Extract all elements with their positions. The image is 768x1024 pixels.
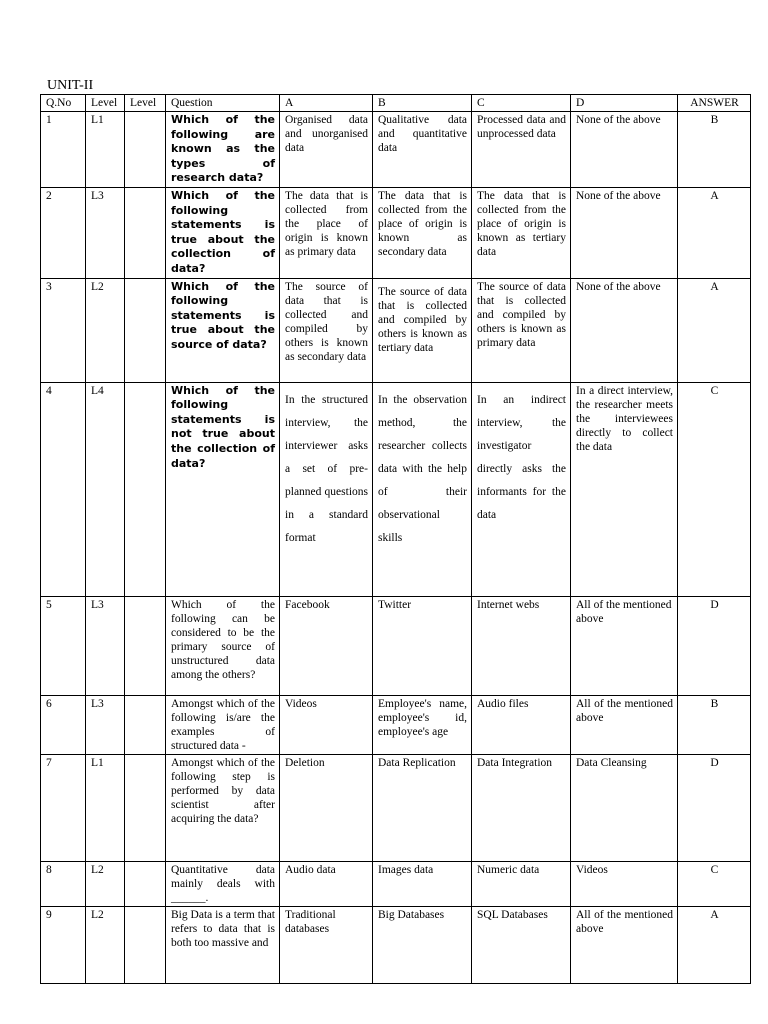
cell-question: Big Data is a term that refers to data that is both too massive and [166,906,280,983]
cell-question: Which of the following statements is true about the source of data? [166,278,280,382]
cell-option-d: All of the mentioned above [571,695,678,754]
cell-option-d: None of the above [571,187,678,278]
header-option-a: A [280,95,373,112]
cell-level: L1 [86,754,125,861]
cell-level: L2 [86,861,125,906]
cell-question: Which of the following can be considered to be the primary source of unstructured data among the others? [166,596,280,695]
cell-qno: 4 [41,382,86,596]
cell-question: Which of the following statements is true about the collection of data? [166,187,280,278]
cell-option-d: None of the above [571,278,678,382]
cell-option-c: SQL Databases [472,906,571,983]
cell-qno: 2 [41,187,86,278]
cell-option-c: Numeric data [472,861,571,906]
cell-option-b: Big Databases [373,906,472,983]
cell-option-d: All of the mentioned above [571,906,678,983]
cell-option-d: All of the mentioned above [571,596,678,695]
cell-option-b: Twitter [373,596,472,695]
cell-level: L4 [86,382,125,596]
cell-option-a: Facebook [280,596,373,695]
cell-level: L2 [86,278,125,382]
cell-answer: C [678,382,751,596]
cell-question: Quantitative data mainly deals with ______. [166,861,280,906]
table-row [41,278,751,382]
header-qno: Q.No [41,95,86,112]
cell-answer: D [678,596,751,695]
cell-level-2 [125,695,166,754]
cell-qno: 1 [41,112,86,188]
table-row [41,187,751,278]
cell-question: Which of the following are known as the types of research data? [166,112,280,188]
header-level: Level [86,95,125,112]
cell-qno: 8 [41,861,86,906]
cell-question: Amongst which of the following step is performed by data scientist after acquiring the data? [166,754,280,861]
cell-option-b: The data that is collected from the place of origin is known as secondary data [373,187,472,278]
cell-answer: D [678,754,751,861]
cell-option-b: Employee's name, employee's id, employee's age [373,695,472,754]
cell-option-a: The data that is collected from the place of origin is known as primary data [280,187,373,278]
cell-level: L2 [86,906,125,983]
cell-option-d: Data Cleansing [571,754,678,861]
header-option-c: C [472,95,571,112]
cell-question: Amongst which of the following is/are the examples of structured data - [166,695,280,754]
cell-answer: A [678,187,751,278]
questions-table [40,94,751,984]
cell-option-c: Audio files [472,695,571,754]
header-answer: ANSWER [678,95,751,112]
cell-answer: C [678,861,751,906]
cell-option-a: The source of data that is collected and compiled by others is known as secondary data [280,278,373,382]
cell-option-b: Qualitative data and quantitative data [373,112,472,188]
table-row [41,112,751,188]
cell-option-b: In the observation method, the researcher collects data with the help of their observational skills [373,382,472,596]
header-option-d: D [571,95,678,112]
table-header-row [41,95,751,112]
table-row [41,695,751,754]
cell-answer: B [678,695,751,754]
cell-option-a: Deletion [280,754,373,861]
cell-qno: 3 [41,278,86,382]
cell-option-c: In an indirect interview, the investigator directly asks the informants for the data [472,382,571,596]
header-option-b: B [373,95,472,112]
table-row [41,596,751,695]
header-level-2: Level [125,95,166,112]
cell-level-2 [125,278,166,382]
table-row [41,906,751,983]
cell-qno: 5 [41,596,86,695]
cell-option-a: Videos [280,695,373,754]
cell-option-c: The source of data that is collected and compiled by others is known as primary data [472,278,571,382]
cell-option-c: Internet webs [472,596,571,695]
cell-answer: B [678,112,751,188]
cell-level-2 [125,906,166,983]
table-row [41,861,751,906]
cell-question: Which of the following statements is not true about the collection of data? [166,382,280,596]
cell-option-d: None of the above [571,112,678,188]
cell-qno: 7 [41,754,86,861]
cell-answer: A [678,278,751,382]
cell-option-a: In the structured interview, the interviewer asks a set of pre-planned questions in a standard format [280,382,373,596]
cell-option-a: Traditional databases [280,906,373,983]
cell-option-b: Data Replication [373,754,472,861]
cell-level: L3 [86,596,125,695]
cell-option-d: In a direct interview, the researcher meets the interviewees directly to collect the data [571,382,678,596]
cell-level-2 [125,861,166,906]
table-row [41,382,751,596]
cell-option-d: Videos [571,861,678,906]
cell-level-2 [125,596,166,695]
cell-option-c: Data Integration [472,754,571,861]
cell-option-a: Organised data and unorganised data [280,112,373,188]
cell-qno: 6 [41,695,86,754]
cell-option-b: Images data [373,861,472,906]
cell-level-2 [125,187,166,278]
cell-level: L3 [86,187,125,278]
cell-option-c: The data that is collected from the place of origin is known as tertiary data [472,187,571,278]
cell-option-b: The source of data that is collected and compiled by others is known as tertiary data [373,278,472,382]
cell-level-2 [125,112,166,188]
table-row [41,754,751,861]
cell-option-c: Processed data and unprocessed data [472,112,571,188]
cell-level: L1 [86,112,125,188]
cell-level-2 [125,754,166,861]
cell-answer: A [678,906,751,983]
cell-qno: 9 [41,906,86,983]
cell-option-a: Audio data [280,861,373,906]
header-question: Question [166,95,280,112]
cell-level: L3 [86,695,125,754]
cell-level-2 [125,382,166,596]
page-title: UNIT-II [47,78,94,93]
